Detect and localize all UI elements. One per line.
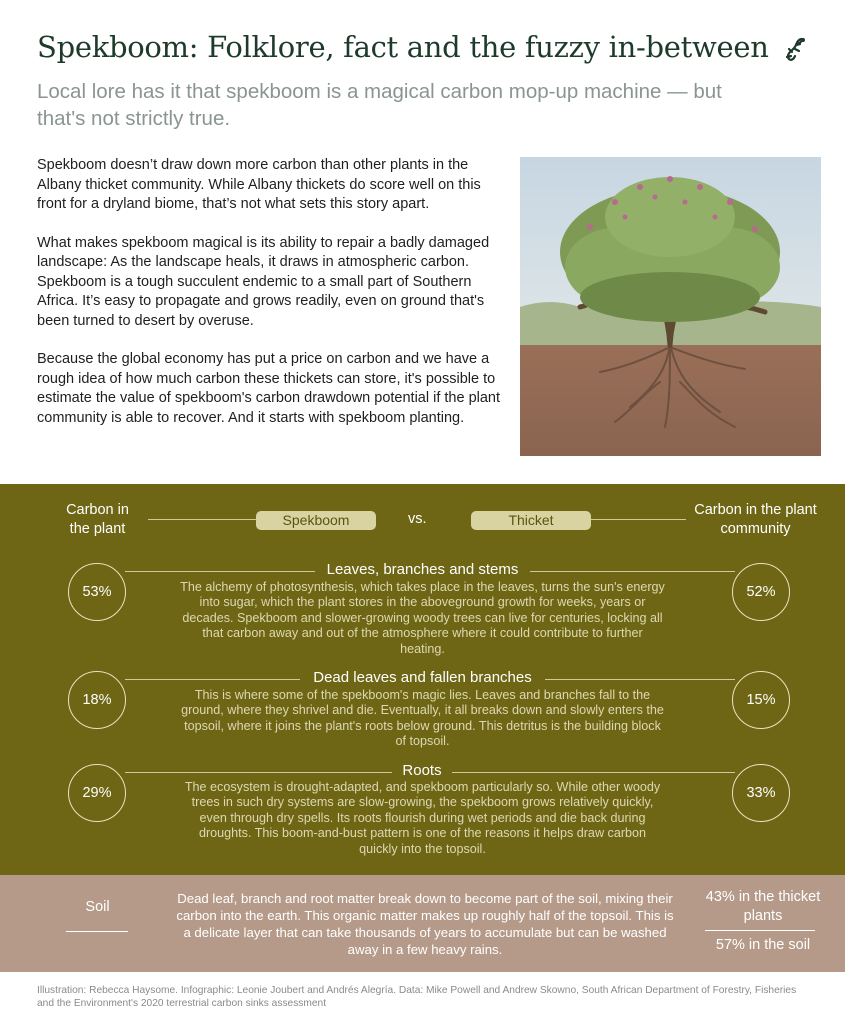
soil-divider — [66, 931, 128, 932]
section-text-dead-leaves: This is where some of the spekboom's magic lies. Leaves and branches fall to the ground, where they shrivel and die. Eventually, it all breaks down and slowly enters the topsoil, where it joins the plant's roots below ground. This detritus is the building block of topsoil. — [181, 688, 664, 749]
spekboom-dead-leaves-value: 18% — [68, 671, 126, 729]
spekboom-leaves-value: 53% — [68, 563, 126, 621]
credits: Illustration: Rebecca Haysome. Infographic: Leonie Joubert and Andrés Alegría. Data: Mike Powell and Andrew Skowno, South African Department of Forestry, Fisheries and the Environment's 2020 terrestrial carbon sinks assessment — [37, 985, 797, 1009]
subtitle: Local lore has it that spekboom is a magical carbon mop-up machine — but that's not strictly true. — [37, 80, 722, 130]
soil-label: Soil — [85, 899, 110, 915]
paragraph: Spekboom doesn’t draw down more carbon than other plants in the Albany thicket community. While Albany thickets do score well on this front for a dryland biome, that’s not what sets this story apart. — [37, 157, 481, 212]
thicket-leaves-value: 52% — [732, 563, 790, 621]
spekboom-pill: Spekboom — [256, 511, 376, 530]
intro-text — [37, 156, 512, 447]
divider-line — [591, 519, 686, 520]
soil-text: Dead leaf, branch and root matter break down to become part of the soil, mixing their carbon into the earth. This organic matter makes up roughly half of the topsoil. This is a delicate layer that can take thousands of years to accumulate but can be washed away in a few heavy rains. — [176, 891, 674, 957]
soil-stat-divider — [705, 930, 815, 931]
section-title-leaves: Leaves, branches and stems — [315, 561, 530, 578]
paragraph: What makes spekboom magical is its ability to repair a badly damaged landscape: As the landscape heals, it draws in atmospheric carbon. Spekboom is a tough succulent endemic to a small part of Southern Africa. It’s easy to propagate and grows readily, even on ground that's been turned to desert by overuse. — [37, 234, 490, 329]
lizard-logo-icon — [780, 36, 810, 64]
paragraph: Because the global economy has put a price on carbon and we have a rough idea of how much carbon these thickets can store, it's possible to estimate the value of spekboom's carbon drawdown potential if the plant community is able to recover. And it starts with spekboom planting. — [37, 351, 501, 426]
spekboom-roots-value: 29% — [68, 764, 126, 822]
right-column-header: Carbon in the plant community — [694, 502, 817, 537]
vs-label: vs. — [408, 511, 427, 527]
thicket-dead-leaves-value: 15% — [732, 671, 790, 729]
page-title: Spekboom: Folklore, fact and the fuzzy in-between — [37, 30, 769, 64]
soil-stat-plants: 43% in the thicket plants — [705, 889, 821, 924]
spekboom-tree-illustration — [520, 157, 821, 456]
section-title-dead-leaves: Dead leaves and fallen branches — [300, 669, 545, 686]
section-text-roots: The ecosystem is drought-adapted, and spekboom particularly so. While other woody trees in such dry systems are slow-growing, the spekboom grows relatively quickly, even through dry spells. Its roots flourish during wet periods and die back during droughts. This boom-and-bust pattern is one of the reasons it helps draw carbon quickly into the topsoil. — [184, 780, 661, 856]
divider-line — [148, 519, 256, 520]
thicket-pill: Thicket — [471, 511, 591, 530]
thicket-roots-value: 33% — [732, 764, 790, 822]
section-text-leaves: The alchemy of photosynthesis, which takes place in the leaves, turns the sun's energy into sugar, which the plant stores in the aboveground growth for weeks, years or decades. Spekboom and slower-growing woody trees can live for centuries, locking all that carbon away and out of the atmosphere where it could contribute to further heating. — [180, 580, 665, 656]
left-column-header: Carbon in the plant — [66, 502, 129, 537]
section-title-roots: Roots — [392, 762, 452, 779]
soil-stat-soil: 57% in the soil — [715, 937, 811, 953]
